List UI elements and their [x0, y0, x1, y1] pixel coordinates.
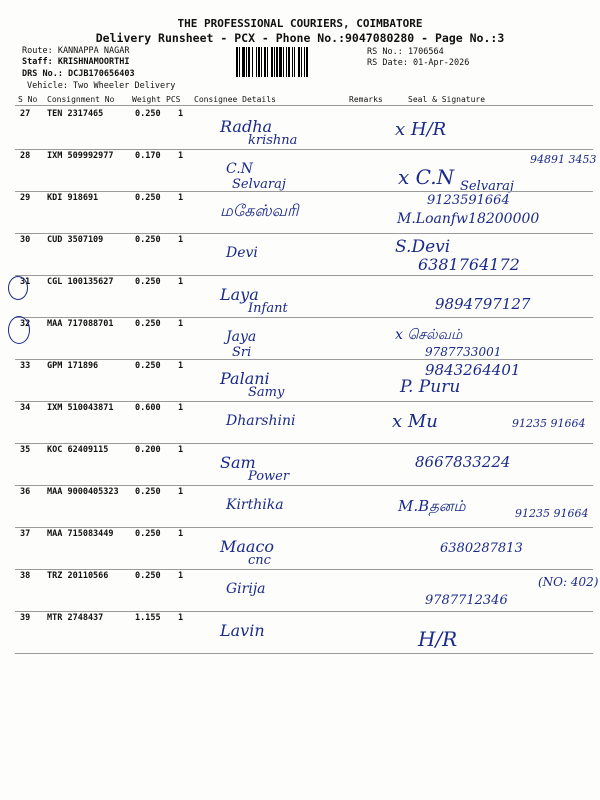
consignee-name-handwritten: Selvaraj — [232, 177, 286, 192]
signature-handwritten: 8667833224 — [415, 453, 511, 471]
row-weight: 0.250 — [135, 277, 161, 287]
col-remarks: Remarks — [349, 95, 383, 104]
consignee-name-handwritten: Maaco — [220, 537, 275, 556]
signature-handwritten: x H/R — [395, 119, 447, 140]
signature-handwritten: 9123591664 — [427, 193, 510, 208]
row-pcs: 1 — [178, 445, 184, 455]
consignee-name-handwritten: Power — [248, 469, 290, 484]
consignee-name-handwritten: krishna — [248, 133, 298, 148]
consignee-name-handwritten: Radha — [220, 117, 273, 136]
row-divider — [15, 191, 593, 192]
drs-label: DRS No.: DCJB170656403 — [22, 69, 135, 79]
signature-handwritten: 94891 3453 — [530, 153, 597, 166]
consignee-name-handwritten: Laya — [220, 285, 259, 304]
col-consignee: Consignee Details — [194, 95, 276, 104]
row-pcs: 1 — [178, 529, 184, 539]
row-divider — [15, 443, 593, 444]
runsheet-title: Delivery Runsheet - PCX - Phone No.:9047080280 - Page No.:3 — [95, 31, 505, 45]
row-pcs: 1 — [178, 151, 184, 161]
consignee-name-handwritten: Dharshini — [226, 413, 296, 429]
col-sno: S No — [18, 95, 38, 104]
consignee-name-handwritten: மகேஸ்வரி — [220, 201, 299, 220]
row-weight: 0.250 — [135, 193, 161, 203]
consignee-name-handwritten: cnc — [248, 553, 271, 568]
signature-handwritten: 6381764172 — [418, 255, 520, 274]
signature-handwritten: 9843264401 — [425, 361, 521, 379]
row-consignment-no: KOC 62409115 — [47, 445, 109, 455]
row-sno: 35 — [20, 445, 31, 455]
row-sno: 38 — [20, 571, 31, 581]
row-pcs: 1 — [178, 277, 184, 287]
row-sno: 27 — [20, 109, 31, 119]
row-sno: 39 — [20, 613, 31, 623]
signature-handwritten: S.Devi — [395, 237, 451, 257]
col-consignment: Consignment No — [47, 95, 115, 104]
signature-handwritten: 9894797127 — [435, 295, 531, 313]
col-signature: Seal & Signature — [408, 95, 486, 104]
row-pcs: 1 — [178, 193, 184, 203]
row-weight: 0.250 — [135, 109, 161, 119]
row-consignment-no: TRZ 20110566 — [47, 571, 109, 581]
row-weight: 0.250 — [135, 571, 161, 581]
col-weight: Weight — [132, 95, 161, 104]
row-consignment-no: KDI 918691 — [47, 193, 99, 203]
consignee-name-handwritten: Infant — [248, 301, 288, 316]
row-divider — [15, 149, 593, 150]
row-sno: 28 — [20, 151, 31, 161]
row-weight: 0.600 — [135, 403, 161, 413]
row-weight: 0.250 — [135, 487, 161, 497]
row-sno: 36 — [20, 487, 31, 497]
row-pcs: 1 — [178, 487, 184, 497]
row-pcs: 1 — [178, 109, 184, 119]
barcode — [236, 47, 364, 77]
consignee-name-handwritten: Samy — [248, 385, 285, 400]
consignee-name-handwritten: Jaya — [226, 329, 257, 345]
consignee-name-handwritten: Sri — [232, 345, 252, 360]
rs-no-label: RS No.: 1706564 — [367, 47, 444, 57]
company-title: THE PROFESSIONAL COURIERS, COIMBATORE — [177, 17, 423, 30]
consignee-name-handwritten: C.N — [226, 161, 253, 177]
signature-handwritten: Selvaraj — [460, 179, 514, 194]
row-sno: 30 — [20, 235, 31, 245]
consignee-name-handwritten: Kirthika — [226, 497, 284, 513]
staff-label: Staff: KRISHNAMOORTHI — [22, 57, 130, 67]
row-consignment-no: CGL 100135627 — [47, 277, 114, 287]
margin-mark-31 — [8, 276, 31, 300]
row-divider — [15, 569, 593, 570]
row-weight: 1.155 — [135, 613, 161, 623]
row-consignment-no: IXM 509992977 — [47, 151, 114, 161]
row-consignment-no: GPM 171896 — [47, 361, 99, 371]
row-divider — [15, 653, 593, 654]
row-consignment-no: MAA 9000405323 — [47, 487, 119, 497]
row-consignment-no: MAA 717088701 — [47, 319, 114, 329]
row-weight: 0.250 — [135, 361, 161, 371]
row-pcs: 1 — [178, 235, 184, 245]
row-consignment-no: MAA 715083449 — [47, 529, 114, 539]
signature-handwritten: (NO: 402) — [538, 575, 599, 589]
header-rule — [15, 105, 593, 106]
row-divider — [15, 485, 593, 486]
route-label: Route: KANNAPPA NAGAR — [22, 46, 130, 56]
row-divider — [15, 401, 593, 402]
signature-handwritten: x C.N — [398, 165, 455, 189]
row-pcs: 1 — [178, 571, 184, 581]
row-weight: 0.170 — [135, 151, 161, 161]
signature-handwritten: 91235 91664 — [515, 507, 589, 520]
row-sno: 37 — [20, 529, 31, 539]
row-consignment-no: TEN 2317465 — [47, 109, 104, 119]
row-pcs: 1 — [178, 613, 184, 623]
row-divider — [15, 359, 593, 360]
row-weight: 0.200 — [135, 445, 161, 455]
row-weight: 0.250 — [135, 319, 161, 329]
vehicle-label: Vehicle: Two Wheeler Delivery — [27, 81, 176, 91]
margin-mark-32 — [8, 316, 30, 344]
signature-handwritten: 9787733001 — [425, 345, 502, 359]
row-divider — [15, 317, 593, 318]
row-sno: 29 — [20, 193, 31, 203]
signature-handwritten: P. Puru — [400, 377, 461, 397]
row-consignment-no: IXM 510043871 — [47, 403, 114, 413]
row-divider — [15, 275, 593, 276]
signature-handwritten: x செல்வம் — [395, 327, 463, 343]
row-weight: 0.250 — [135, 529, 161, 539]
row-weight: 0.250 — [135, 235, 161, 245]
consignee-name-handwritten: Girija — [226, 581, 266, 597]
row-sno: 31 — [20, 277, 31, 287]
signature-handwritten: 9787712346 — [425, 593, 508, 608]
signature-handwritten: M.Loanfw18200000 — [397, 211, 540, 227]
signature-handwritten: 91235 91664 — [512, 417, 586, 430]
consignee-name-handwritten: Lavin — [220, 621, 265, 640]
signature-handwritten: M.Bதனம் — [398, 497, 466, 515]
row-pcs: 1 — [178, 319, 184, 329]
row-sno: 33 — [20, 361, 31, 371]
row-consignment-no: MTR 2748437 — [47, 613, 104, 623]
consignee-name-handwritten: Sam — [220, 453, 256, 472]
row-sno: 32 — [20, 319, 31, 329]
row-pcs: 1 — [178, 403, 184, 413]
row-divider — [15, 611, 593, 612]
consignee-name-handwritten: Devi — [226, 245, 258, 261]
signature-handwritten: H/R — [418, 627, 458, 651]
row-consignment-no: CUD 3507109 — [47, 235, 104, 245]
row-sno: 34 — [20, 403, 31, 413]
row-divider — [15, 527, 593, 528]
row-divider — [15, 233, 593, 234]
consignee-name-handwritten: Palani — [220, 369, 270, 388]
signature-handwritten: 6380287813 — [440, 541, 523, 556]
row-pcs: 1 — [178, 361, 184, 371]
signature-handwritten: x Mu — [392, 411, 438, 432]
col-pcs: PCS — [166, 95, 181, 104]
rs-date-label: RS Date: 01-Apr-2026 — [367, 58, 470, 68]
